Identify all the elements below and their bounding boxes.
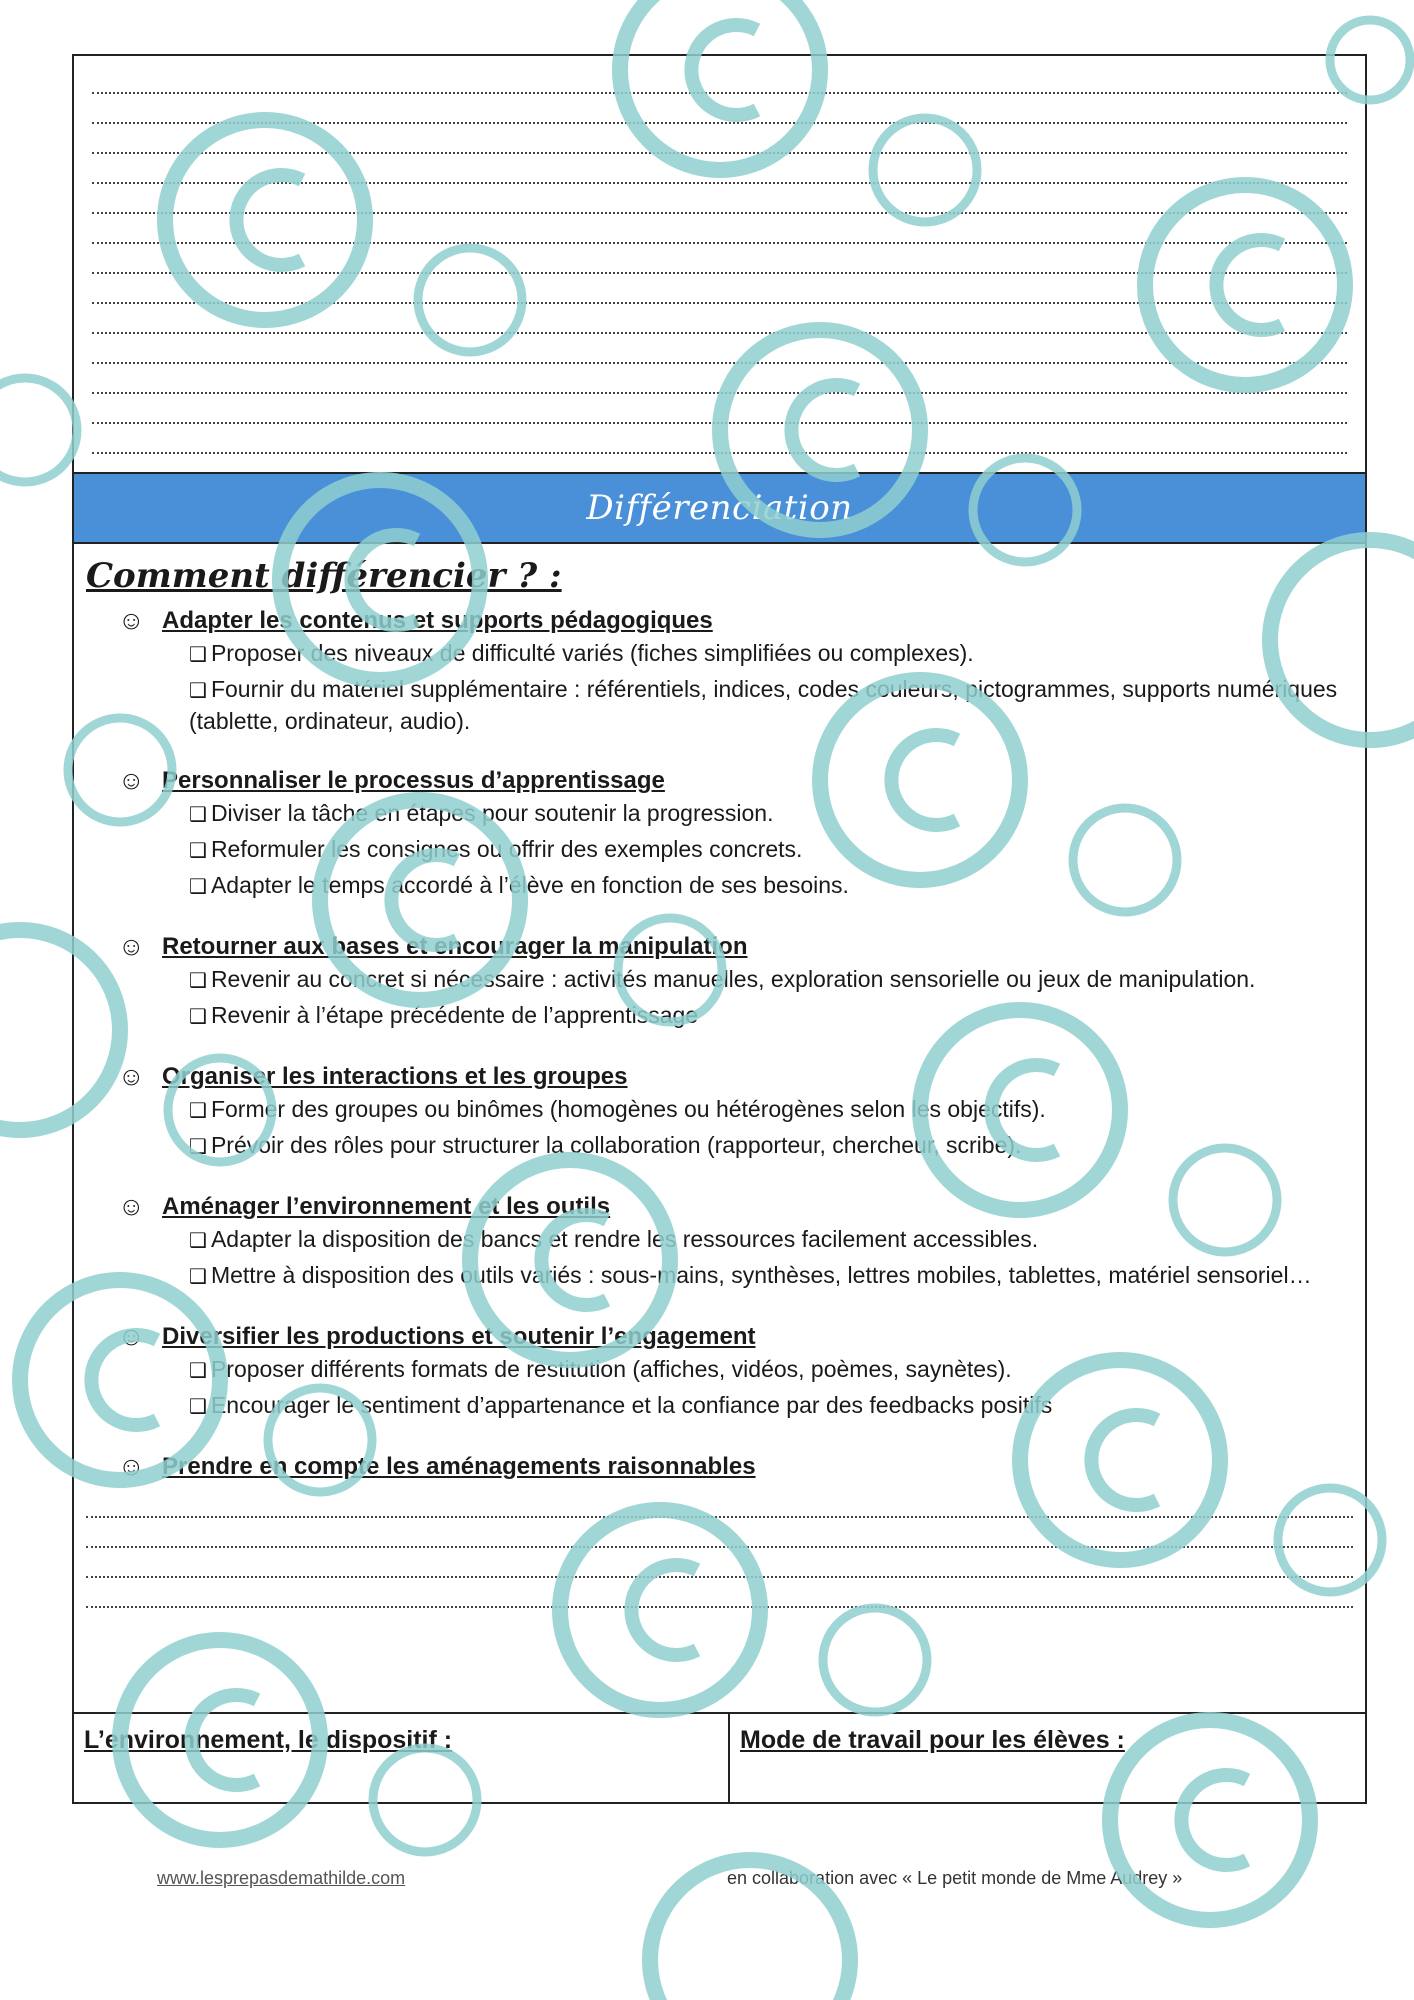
checklist-item-text: Proposer différents formats de restitution (affiches, vidéos, poèmes, saynètes). — [210, 1356, 1012, 1382]
checklist-item-text: Revenir à l’étape précédente de l’apprentissage — [210, 1002, 699, 1028]
checkbox-icon: ❑ — [189, 1006, 207, 1028]
footer-website-link[interactable]: www.lesprepasdemathilde.com — [157, 1868, 406, 1888]
section-items — [189, 1354, 1347, 1422]
smiley-icon: ☺ — [118, 931, 145, 961]
checklist-item — [189, 1260, 1347, 1292]
checkbox-icon: ❑ — [189, 970, 207, 992]
section-header — [86, 932, 1353, 962]
worksheet-frame — [72, 54, 1367, 1804]
smiley-icon: ☺ — [118, 1061, 145, 1091]
section-header — [86, 1322, 1353, 1352]
checklist-item-text: Revenir au concret si nécessaire : activités manuelles, exploration sensorielle ou jeux de manipulation. — [210, 966, 1256, 992]
section-header — [86, 1062, 1353, 1092]
footer-collaboration: en collaboration avec « Le petit monde de Mme Audrey » — [727, 1868, 1183, 1888]
smiley-icon: ☺ — [118, 1321, 145, 1351]
section-title: Personnaliser le processus d’apprentissage — [162, 767, 665, 794]
checkbox-icon: ❑ — [189, 1396, 207, 1418]
section-items — [189, 638, 1347, 736]
section-title: Aménager l’environnement et les outils — [162, 1193, 611, 1220]
page-heading: Comment différencier ? : — [86, 556, 562, 596]
checkbox-icon: ❑ — [189, 644, 207, 666]
section-title: Diversifier les productions et soutenir l’engagement — [162, 1323, 756, 1350]
sections-list — [86, 606, 1353, 1482]
checklist-item-text: Proposer des niveaux de difficulté variés (fiches simplifiées ou complexes). — [210, 640, 974, 666]
section-title: Prendre en compte les aménagements raisonnables — [162, 1453, 756, 1480]
checklist-item — [189, 834, 1347, 866]
differentiation-section — [86, 1452, 1353, 1482]
notes-dotted-lines-bottom — [86, 1488, 1353, 1608]
differentiation-section — [86, 1192, 1353, 1292]
checklist-item-text: Encourager le sentiment d’appartenance et la confiance par des feedbacks positifs — [210, 1392, 1053, 1418]
checkbox-icon: ❑ — [189, 680, 207, 702]
banner-title: Différenciation — [586, 488, 853, 528]
checklist-item — [189, 638, 1347, 670]
checklist-item — [189, 674, 1347, 736]
checklist-item-text: Diviser la tâche en étapes pour soutenir la progression. — [210, 800, 774, 826]
smiley-icon: ☺ — [118, 765, 145, 795]
differentiation-section — [86, 1322, 1353, 1422]
work-mode-label: Mode de travail pour les élèves : — [740, 1726, 1125, 1754]
section-title: Retourner aux bases et encourager la manipulation — [162, 933, 748, 960]
environment-label: L’environnement, le dispositif : — [74, 1714, 730, 1802]
checkbox-icon: ❑ — [189, 804, 207, 826]
section-items — [189, 1094, 1347, 1162]
checkbox-icon: ❑ — [189, 1266, 207, 1288]
differentiation-content — [86, 556, 1353, 1608]
smiley-icon: ☺ — [118, 1451, 145, 1481]
section-header — [86, 1192, 1353, 1222]
checkbox-icon: ❑ — [189, 840, 207, 862]
notes-dotted-lines-top — [92, 64, 1347, 454]
section-header — [86, 606, 1353, 636]
section-items — [189, 964, 1347, 1032]
checklist-item-text: Mettre à disposition des outils variés : sous-mains, synthèses, lettres mobiles, tablettes, matériel sensoriel… — [210, 1262, 1312, 1288]
section-items — [189, 798, 1347, 902]
checkbox-icon: ❑ — [189, 876, 207, 898]
differentiation-section — [86, 766, 1353, 902]
section-title: Adapter les contenus et supports pédagogiques — [162, 607, 713, 634]
checklist-item-text: Former des groupes ou binômes (homogènes ou hétérogènes selon les objectifs). — [210, 1096, 1046, 1122]
checklist-item-text: Adapter le temps accordé à l’élève en fonction de ses besoins. — [210, 872, 849, 898]
section-items — [189, 1224, 1347, 1292]
checklist-item — [189, 798, 1347, 830]
section-banner — [74, 472, 1365, 544]
checklist-item — [189, 1224, 1347, 1256]
checkbox-icon: ❑ — [189, 1100, 207, 1122]
section-title: Organiser les interactions et les groupes — [162, 1063, 628, 1090]
differentiation-section — [86, 932, 1353, 1032]
checklist-item-text: Prévoir des rôles pour structurer la collaboration (rapporteur, chercheur, scribe). — [210, 1132, 1022, 1158]
smiley-icon: ☺ — [118, 605, 145, 635]
checklist-item — [189, 1094, 1347, 1126]
differentiation-section — [86, 606, 1353, 736]
checklist-item-text: Adapter la disposition des bancs et rendre les ressources facilement accessibles. — [210, 1226, 1039, 1252]
checklist-item — [189, 964, 1347, 996]
checkbox-icon: ❑ — [189, 1230, 207, 1252]
bottom-row — [74, 1712, 1365, 1802]
checklist-item — [189, 1130, 1347, 1162]
section-header — [86, 766, 1353, 796]
checklist-item — [189, 1000, 1347, 1032]
checkbox-icon: ❑ — [189, 1360, 207, 1382]
checklist-item — [189, 870, 1347, 902]
checklist-item — [189, 1390, 1347, 1422]
checkbox-icon: ❑ — [189, 1136, 207, 1158]
checklist-item — [189, 1354, 1347, 1386]
section-header — [86, 1452, 1353, 1482]
checklist-item-text: Fournir du matériel supplémentaire : référentiels, indices, codes couleurs, pictogrammes, supports numériques (tablette, ordinateur, audio). — [189, 676, 1338, 734]
smiley-icon: ☺ — [118, 1191, 145, 1221]
differentiation-section — [86, 1062, 1353, 1162]
checklist-item-text: Reformuler les consignes ou offrir des exemples concrets. — [210, 836, 803, 862]
